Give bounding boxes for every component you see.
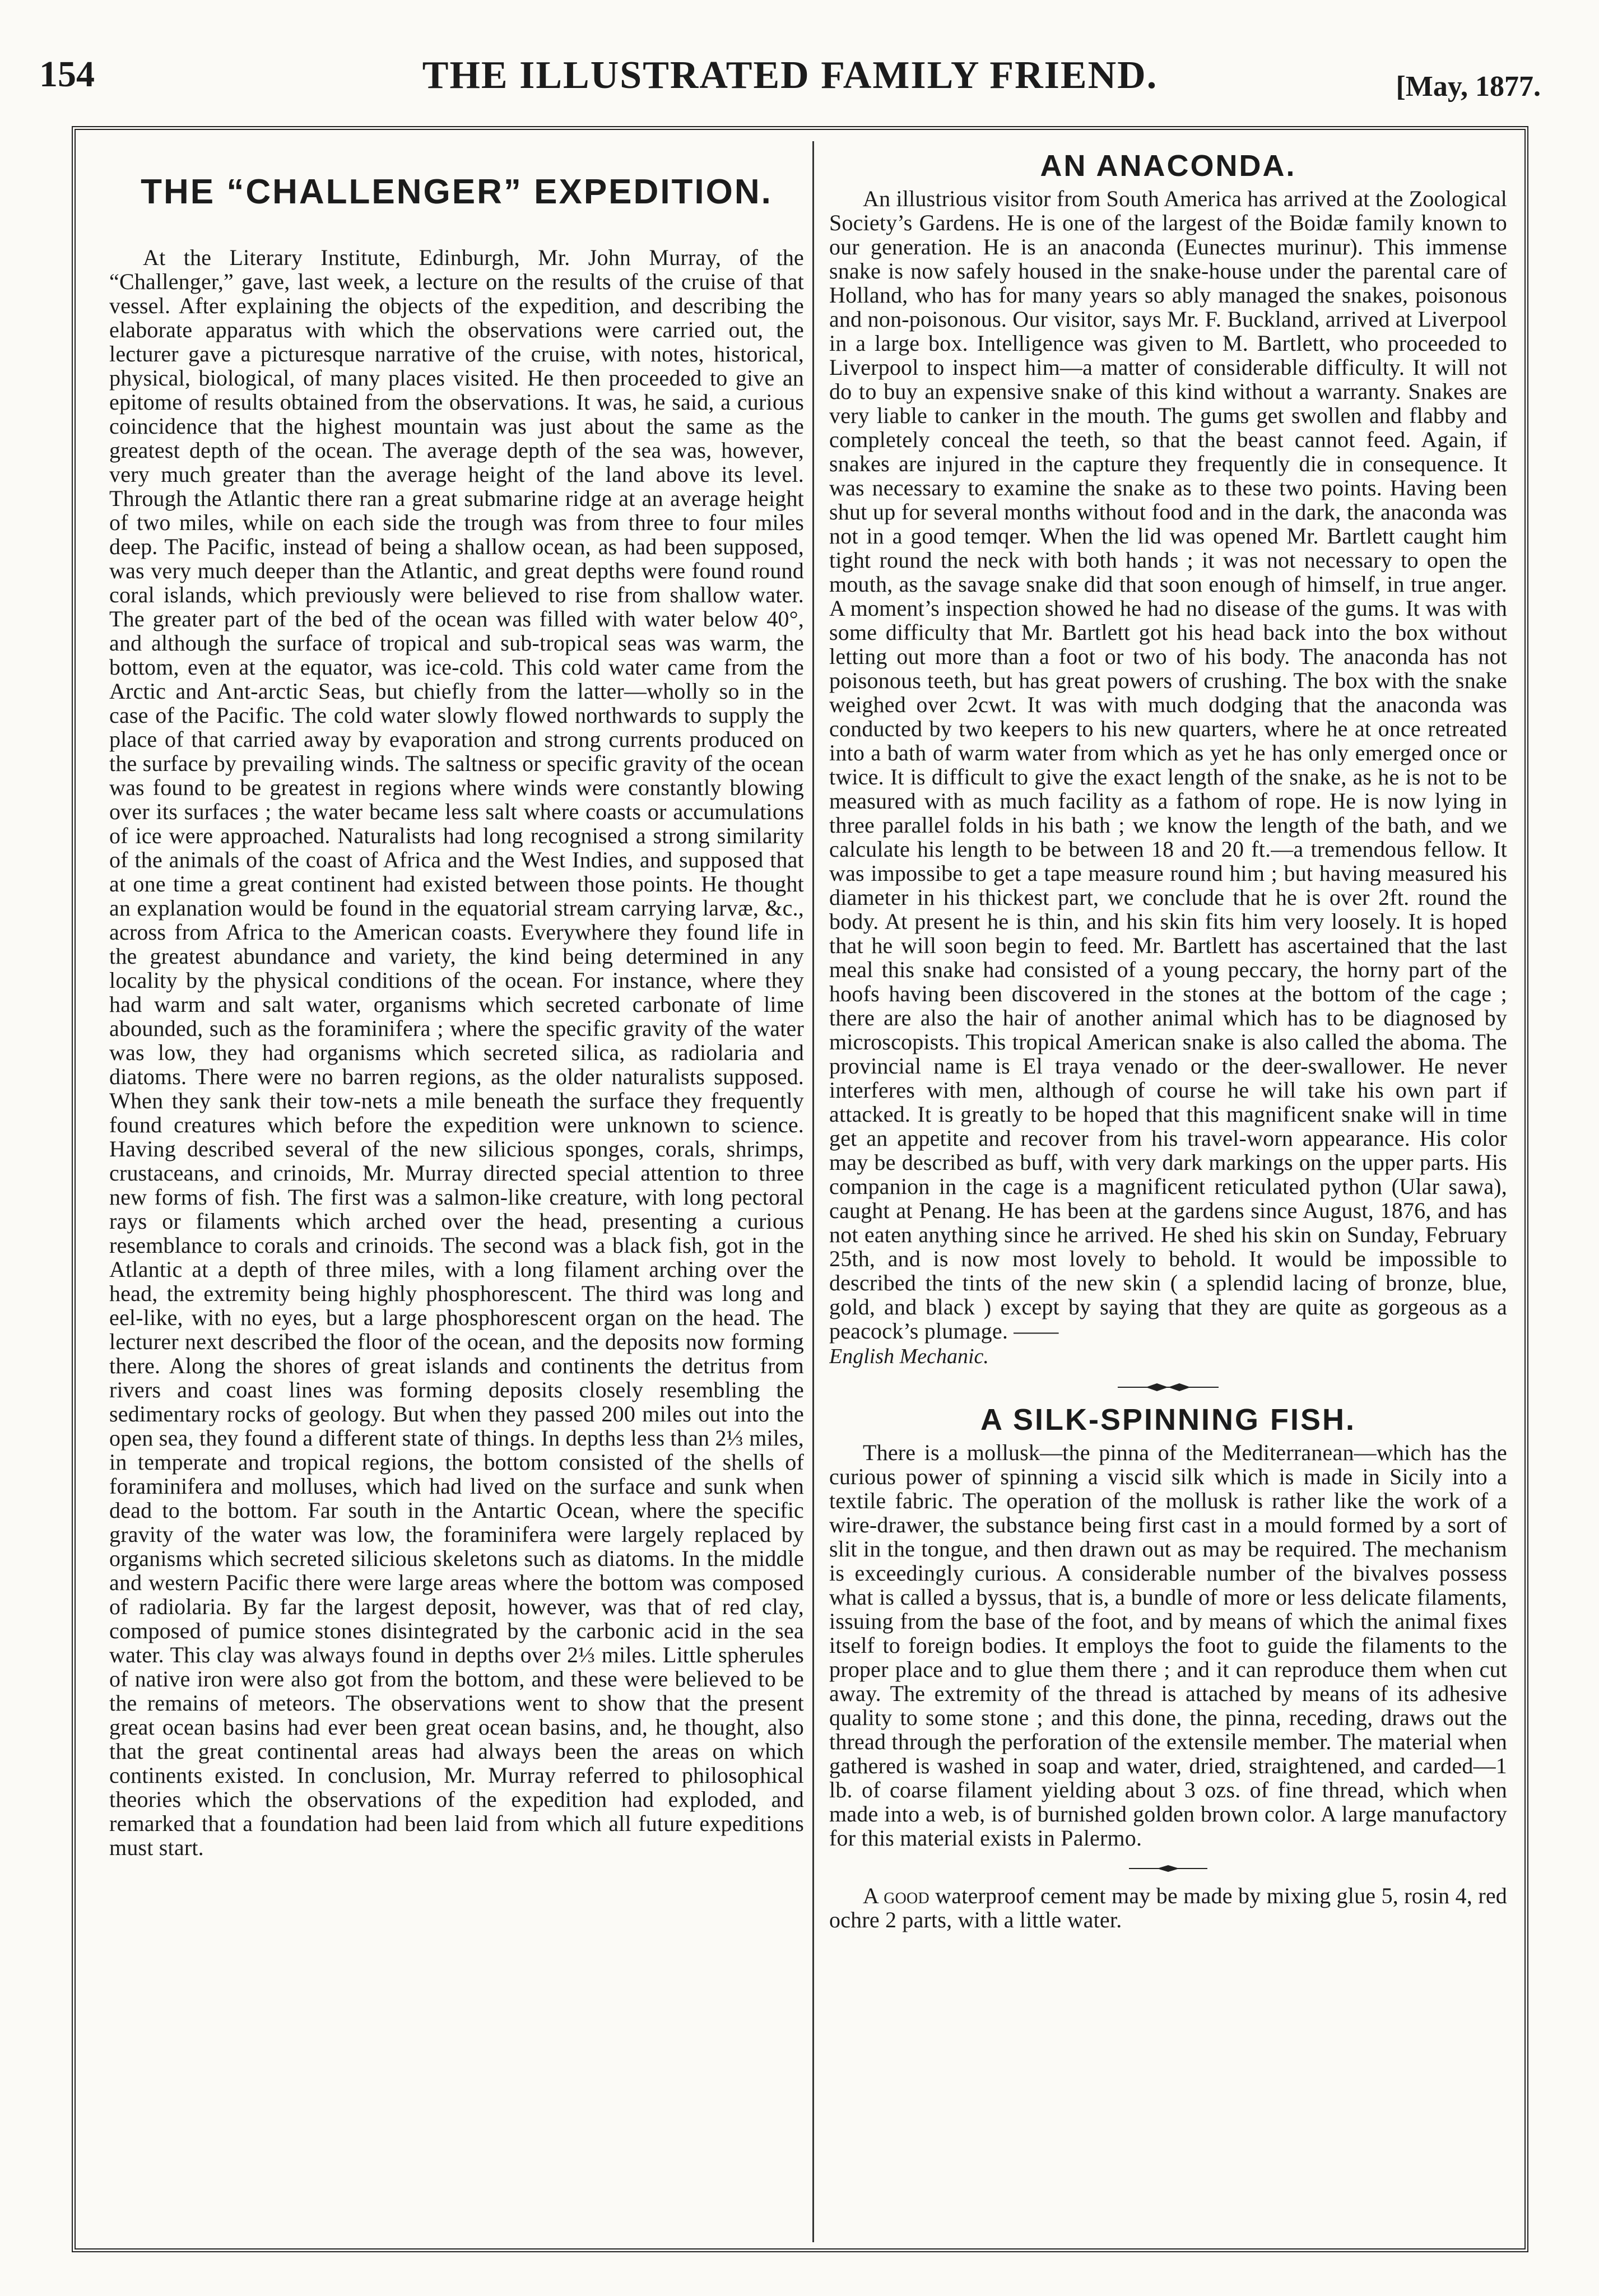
article-body: At the Literary Institute, Edinburgh, Mr. John Murray, of the “Challenger,” gave, last week, a lecture on the results of the cruise of that vessel. After explaining the objects of the expedition, and describing the elaborate apparatus with which the observations were carried out, the lecturer gave a picturesque narrative of the cruise, with notes, historical, physical, biological, of many places visited. He then proceeded to give an epitome of results obtained from the observations. It was, he said, a curious coincidence that the highest mountain was just about the same as the greatest depth of the ocean. The average depth of the sea was, however, very much greater than the average height of the land above its level. Through the Atlantic there ran a great submarine ridge at an average height of two miles, while on each side the trough was from three to four miles deep. The Pacific, instead of being a shallow ocean, as had been supposed, was very much deeper than the Atlantic, and great depths were found round coral islands, which previously were believed to rise from shallow water. The greater part of the bed of the ocean was filled with water below 40°, and although the surface of tropical and sub-tropical seas was warm, the bottom, even at the equator, was ice-cold. This cold water came from the Arctic and Ant-arctic Seas, but chiefly from the latter—wholly so in the case of the Pacific. The cold water slowly flowed northwards to supply the place of that carried away by evaporation and strong currents produced on the surface by prevailing winds. The saltness or specific gravity of the ocean was found to be greatest in regions where winds were constantly blowing over its surfaces ; the water became less salt where coasts or accumulations of ice were approached. Naturalists had long recognised a strong similarity of the animals of the coast of Africa and the West Indies, and supposed that at one time a great continent had existed between those points. He thought an explanation would be found in the equatorial stream carrying larvæ, &c., across from Africa to the American coasts. Everywhere they found life in the greatest abundance and variety, the kind being determined in any locality by the physical conditions of the ocean. For instance, where they had warm and salt water, organisms which secreted carbonate of lime abounded, such as the foraminifera ; where the specific gravity of the water was low, they had organisms which secreted silica, as radiolaria and diatoms. There were no barren regions, as the older naturalists supposed. When they sank their tow-nets a mile beneath the surface they frequently found creatures which before the expedition were unknown to science. Having described several of the new silicious sponges, corals, shrimps, crustaceans, and crinoids, Mr. Murray directed special attention to three new forms of fish. The first was a salmon-like creature, with long pectoral rays or filaments which arched over the head, presenting a curious resemblance to corals and crinoids. The second was a black fish, got in the Atlantic at a depth of three miles, with a long filament arching over the head, the extremity being highly phosphorescent. The third was long and eel-like, with no eyes, but a large phosphorescent organ on the head. The lecturer next described the floor of the ocean, and the deposits now forming there. Along the shores of great islands and continents the detritus from rivers and coast lines was forming deposits closely resembling the sedimentary rocks of geology. But when they passed 200 miles out into the open sea, they found a different state of things. In depths less than 2⅓ miles, in temperate and tropical regions, the bottom consisted of the shells of foraminifera and molluses, which had lived on the surface and sunk when dead to the bottom. Far south in the Antartic Ocean, where the specific gravity of the water was low, the foraminifera were largely replaced by organisms which secreted silicious skeletons such as diatoms. In the middle and western Pacific there were large areas where the bottom was composed of radiolaria. By far the largest deposit, however, was that of red clay, composed of pumice stones disintegrated by the carbonic acid in the sea water. This clay was always found in depths over 2⅓ miles. Little spherules of native iron were also got from the bottom, and these were believed to be the remains of meteors. The observations went to show that the present great ocean basins had ever been great ocean basins, and, he thought, also that the great continental areas had always been the areas on which continents existed. In conclusion, Mr. Murray referred to philosophical theories which the observations of the expedition had exploded, and remarked that a foundation had been laid from which all future expeditions must start. — [109, 245, 804, 1860]
note-text: waterproof cement may be made by mixing glue 5, rosin 4, red ochre 2 parts, with a little water. — [829, 1883, 1507, 1932]
ornament-divider — [829, 1855, 1507, 1878]
page-number: 154 — [39, 54, 95, 95]
right-column — [829, 144, 1507, 2239]
article-source: English Mechanic. — [829, 1345, 989, 1368]
issue-date: [May, 1877. — [1396, 71, 1541, 103]
column-divider — [812, 141, 814, 2242]
note-paragraph — [829, 1884, 1507, 1932]
article-body: An illustrious visitor from South America has arrived at the Zoological Society’s Gardens. He is one of the largest of the Boidæ family known to our generation. He is an anaconda (Eunectes murinur). This immense snake is now safely housed in the snake-house under the parental care of Holland, who has for many years so ably managed the snakes, poisonous and non-poisonous. Our visitor, says Mr. F. Buckland, arrived at Liverpool in a large box. Intelligence was given to M. Bartlett, who proceeded to Liverpool to inspect him—a matter of considerable difficulty. It will not do to buy an expensive snake of this kind without a warranty. Snakes are very liable to canker in the mouth. The gums get swollen and flabby and completely conceal the teeth, so that the beast cannot feed. Again, if snakes are injured in the capture they frequently die in consequence. It was necessary to examine the snake as to these two points. Having been shut up for several months without food and in the dark, the anaconda was not in a good temqer. When the lid was opened Mr. Bartlett caught him tight round the neck with both hands ; it was not necessary to open the mouth, as the savage snake did that soon enough of himself, in true anger. A moment’s inspection showed he had no disease of the gums. It was with some difficulty that Mr. Bartlett got his head back into the box without letting out more than a foot or two of his body. The anaconda has not poisonous teeth, but has great powers of crushing. The box with the snake weighed over 2cwt. It was with much dodging that the anaconda was conducted by two keepers to his new quarters, where he at once retreated into a bath of warm water from which as yet he has only emerged once or twice. It is difficult to give the exact length of the snake, as he is not to be measured with as much facility as a fathom of rope. He is now lying in three parallel folds in his bath ; we know the length of the bath, and we calculate his length to be between 18 and 20 ft.—a tremendous fellow. It was impossibe to get a tape measure round him ; but having measured his diameter in his thickest part, we conclude that he is over 2ft. round the body. At present he is thin, and his skin fits him very loosely. It is hoped that he will soon begin to feed. Mr. Bartlett has ascertained that the last meal this snake had consisted of a young peccary, the horny part of the hoofs having been discovered in the stones at the bottom of the cage ; there are also the hair of another animal which has to be diagnosed by microscopists. This tropical American snake is also called the aboma. The provincial name is El traya venado or the deer-swallower. He never interferes with men, although of course he will take his own part if attacked. It is greatly to be hoped that this magnificent snake will in time get an appetite and recover from his travel-worn appearance. His color may be described as buff, with very dark markings on the upper parts. His companion in the cage is a magnificent reticulated python (Ular sawa), caught at Penang. He has been at the gardens since August, 1876, and has not eaten anything since he arrived. He shed his skin on Sunday, February 25th, and is now most lovely to behold. It would be impossible to described the tints of the new skin ( a splendid lacing of bronze, blue, gold, and black ) except by saying that they are quite as gorgeous as a peacock’s plumage. —— — [829, 186, 1507, 1344]
article-title: AN ANACONDA. — [1040, 149, 1296, 183]
article-body: There is a mollusk—the pinna of the Mediterranean—which has the curious power of spinning a viscid silk which is made in Sicily into a textile fabric. The operation of the mollusk is rather like the work of a wire-drawer, the substance being first cast in a mould formed by a sort of slit in the tongue, and then drawn out as may be required. The mechanism is exceedingly curious. A considerable number of the bivalves possess what is called a byssus, that is, a bundle of more or less delicate filaments, issuing from the base of the foot, and by means of which the animal fixes itself to foreign bodies. It employs the foot to guide the filaments to the proper place and to glue them there ; and it can reproduce them when cut away. The extremity of the thread is attached by means of its adhesive quality to some stone ; and this done, the pinna, receding, draws out the thread through the perforation of the extensile member. The material when gathered is washed in soap and water, dried, straightened, and carded—1 lb. of coarse filament yielding about 3 ozs. of fine thread, which when made into a web, is of burnished golden brown color. A large manufactory for this material exists in Palermo. — [829, 1440, 1507, 1851]
page-frame — [72, 126, 1528, 2252]
page-header — [39, 53, 1541, 109]
left-column — [109, 144, 804, 2239]
note-lead: A good — [863, 1883, 929, 1908]
article-title: THE “CHALLENGER” EXPEDITION. — [141, 173, 773, 211]
article-title: A SILK-SPINNING FISH. — [980, 1403, 1356, 1437]
ornament-divider — [829, 1373, 1507, 1397]
publication-title: THE ILLUSTRATED FAMILY FRIEND. — [422, 54, 1158, 97]
